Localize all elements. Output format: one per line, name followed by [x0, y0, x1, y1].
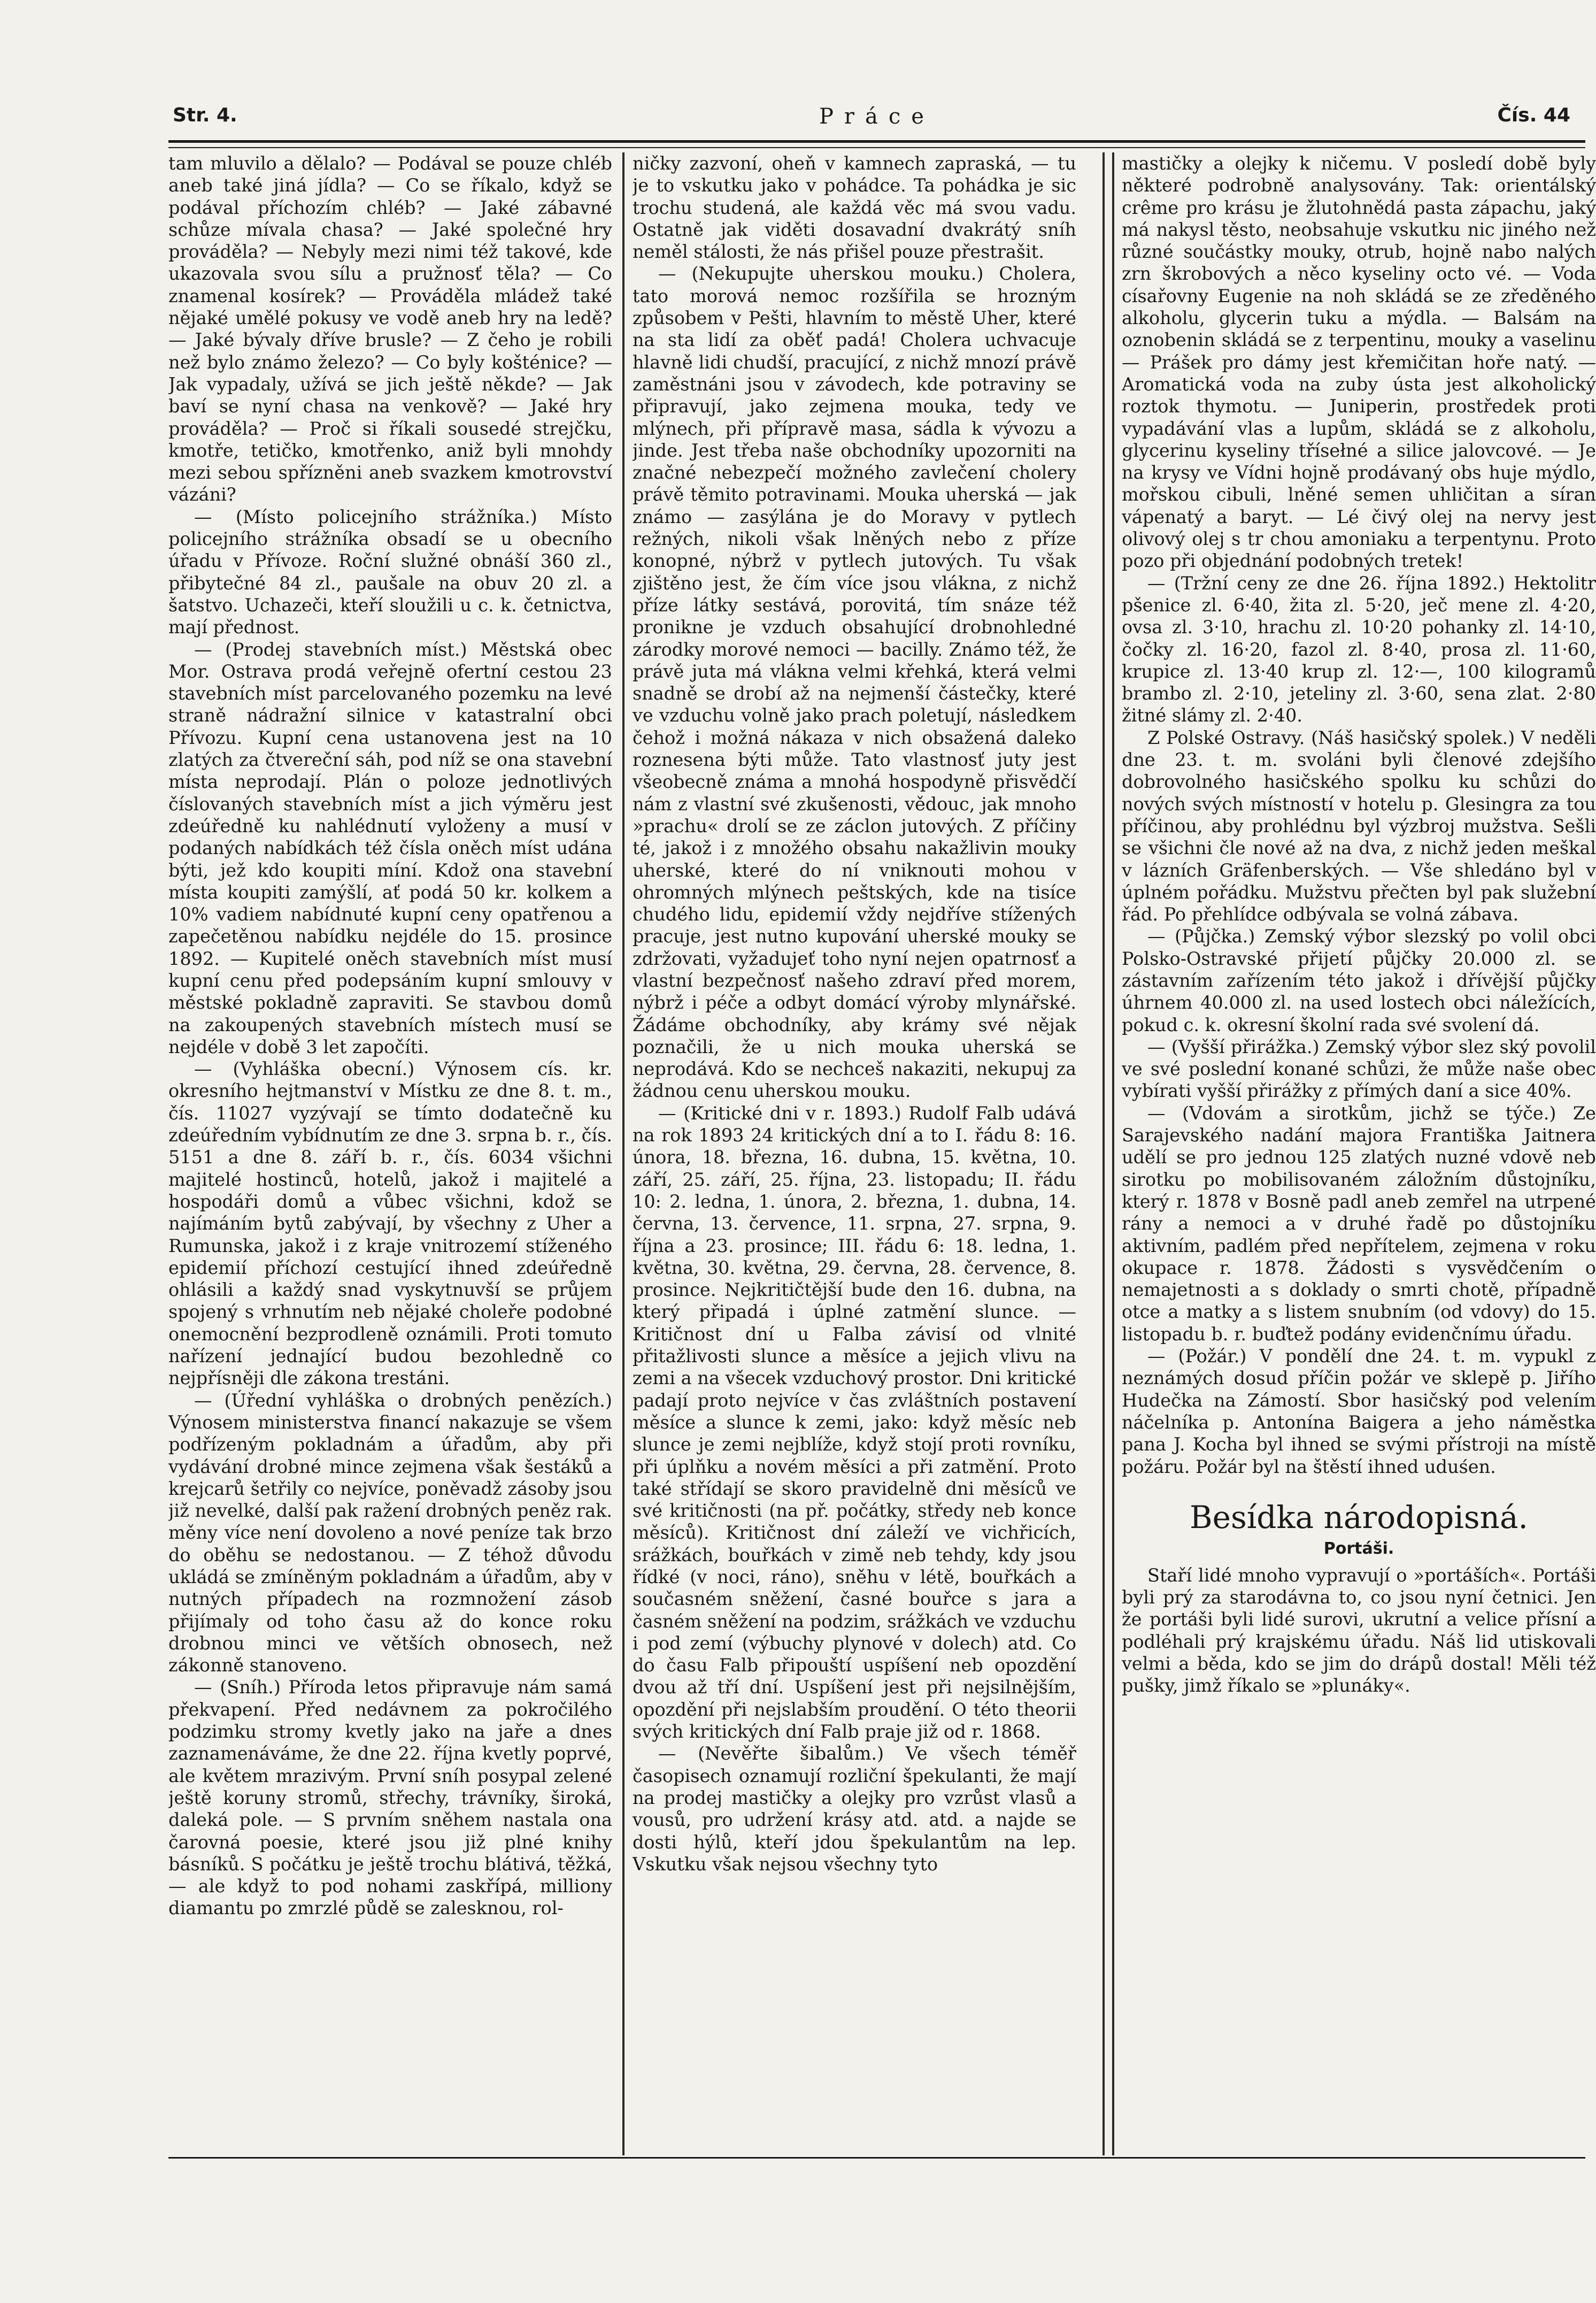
column-divider: [1102, 152, 1105, 2155]
article-paragraph: — (Úřední vyhláška o drobných penězích.) Výnosem ministerstva financí nakazuje se všem podřízeným pokladnám a úřadům, aby při vydávání drobné mince zejmena však šestáků a krejcarů šetřily co nejvíce, poněvadž zásoby jsou již nevelké, další pak ražení drobných peněz rak. měny více není dovoleno a nové peníze tak brzo do oběhu se nedostanou. — Z téhož důvodu ukládá se zmíněným pokladnám a úřadům, aby v nutných případech na rozmnožení zásob přijímaly od toho času až do konce roku drobnou minci ve větších obnosech, než zákonně stanoveno.: [168, 1390, 612, 1676]
article-paragraph: — (Sníh.) Příroda letos připravuje nám samá překvapení. Před nedávnem za pokročilého podzimku stromy kvetly jako na jaře a dnes zaznamenáváme, že dne 22. října kvetly poprvé, ale květem mrazivým. První sníh posypal zelené ještě koruny stromů, střechy, trávníky, široká, daleká pole. — S prvním sněhem nastala ona čarovná poesie, které jsou již plné knihy básníků. S počátku je ještě trochu blátivá, těžká, — ale když to pod nohami zaskřípá, milliony diamantu po zmrzlé půdě se zalesknou, rol-: [168, 1677, 612, 1919]
article-paragraph: — (Požár.) V pondělí dne 24. t. m. vypukl z neznámých dosud příčin požár ve sklepě p. Jiřího Hudečka na Zámostí. Sbor hasičský pod velením náčelníka p. Antonína Baigera a jeho náměstka pana J. Kocha byl ihned se svými přístroji na místě požáru. Požár byl na štěstí ihned uduśen.: [1122, 1346, 1596, 1477]
issue-number: Čís. 44: [1497, 104, 1570, 126]
article-paragraph: — (Nekupujte uherskou mouku.) Cholera, tato morová nemoc rozšířila se hrozným způsobem v Pešti, hlavním to městě Uher, které na sta lidí za oběť padá! Cholera uchvacuje hlavně lidi chudší, pracující, z nichž mnozí právě zaměstnáni jsou v závodech, kde potraviny se připravují, jako zejmena mouka, tedy ve mlýnech, při přípravě masa, sádla k vývozu a jinde. Jest třeba naše obchodníky upozorniti na značné nebezpečí možného zavlečení cholery právě těmito potravinami. Mouka uherská — jak známo — zasýlána je do Moravy v pytlech režných, nikoli však lněných nebo z příze konopné, nýbrž v pytlech jutových. Tu však zjištěno jest, že čím více jsou vlákna, z nichž příze látky sestává, porovitá, tím snáze též pronikne je vzduch obsahující drobnohledné zárodky morové nemoci — bacilly. Známo též, že právě juta má vlákna velmi křehká, která velmi snadně se drobí až na nejmenší částečky, které ve vzduchu volně jako prach poletují, následkem čehož i možná nákaza v nich obsažená daleko roznesena býti může. Tato vlastnosť juty jest všeobecně známa a mnohá hospodyně přisvědčí nám z vlastní své zkušenosti, vědouc, jak mnoho »prachu« drolí se ze záclon jutových. Z příčiny té, jakož i z množého obsahu nakažlivin mouky uherské, které do ní vniknouti mohou v ohromných mlýnech peštských, kde na tisíce chudého lidu, epidemií vždy nejdříve stížených pracuje, jest nutno kupování uherské mouky se zdržovati, vyžadujeť toho nyní nejen opatrnosť a vlastní bezpečnosť našeho zdraví před morem, nýbrž i péče a odbyt domácí výroby mlynářské. Žádáme obchodníky, aby krámy své nějak poznačili, že u nich mouka uherská se neprodává. Kdo se nechceš nakaziti, nekupuj za žádnou cenu uherskou mouku.: [633, 263, 1076, 1102]
article-paragraph: ničky zazvoní, oheň v kamnech zapraská, — tu je to vskutku jako v pohádce. Ta pohádka je sic trochu studená, ale každá věc má svou vadu. Ostatně jak viděti dosavadní dvakrátý sníh neměl stálosti, že nás přišel pouze přestrašit.: [633, 153, 1076, 263]
article-paragraph: tam mluvilo a dělalo? — Podával se pouze chléb aneb také jiná jídla? — Co se říkalo, když se podával příchozím chléb? — Jaké zábavné schůze mívala chasa? — Jaké společné hry prováděla? — Nebyly mezi nimi též takové, kde ukazovala svou sílu a pružnosť těla? — Co znamenal kosírek? — Prováděla mládež také nějaké umělé pokusy ve vodě aneb hry na ledě? — Jaké bývaly dříve brusle? — Z čeho je robili než bylo známo železo? — Co byly košténice? — Jak vypadaly, užívá se jich ještě někde? — Jak baví se nyní chasa na venkově? — Jaké hry prováděla? — Proč si říkali sousedé strejčku, kmotře, tetičko, kmotřenko, aniž byli mnohdy mezi sebou spřízněni aneb svazkem kmotrovství vázáni?: [168, 153, 612, 505]
article-paragraph: mastičky a olejky k ničemu. V posledí době byly některé podrobně analysovány. Tak: orientálský crême pro krásu je žlutohnědá pasta zápachu, jaký má nakysl těsto, neobsahuje vskutku nic jiného než různé součástky mouky, otrub, hojně nabo nalých zrn škrobových a něco kyseliny octo vé. — Voda císařovny Eugenie na noh skládá se ze zředěného alkoholu, glycerin tuku a mýdla. — Balsám na oznobenin skládá se z terpentinu, mouky a vaselinu — Prášek pro dámy jest křemičitan hoře natý. — Aromatická voda na zuby ústa jest alkoholický roztok thymotu. — Juniperin, prostředek proti vypadávání vlas a lupům, skládá se z alkoholu, glycerinu kyseliny třísełné a silice jalovcové. — Je na krysy ve Vídni hojně prodávaný obs huje mýdlo, mořskou cibuli, lněné semen uhličitan a síran vápenatý a baryt. — Lé čivý olej na nervy jest olivový olej s tr chou amoniaku a terpentynu. Proto pozo při objednání podobných tretek!: [1122, 153, 1596, 572]
header-rule: [168, 140, 1585, 148]
column-3: [1122, 152, 1596, 2155]
article-paragraph: Z Polské Ostravy. (Náš hasičský spolek.) V neděli dne 23. t. m. svoláni byli členové zdejšího dobrovolného hasičského spolku ku schůzi do nových svých místností v hotelu p. Glesingra za tou příčinou, aby prohlédnu byl výzbroj mužstva. Sešli se všichni čle nové až na dva, z nichž jeden meškal v lázních Gräfenberských. — Vše shledáno byl v úplném pořádku. Mužstvu přečten byl pak služební řád. Po přehlídce odbývala se volná zábava.: [1122, 727, 1596, 925]
article-paragraph: — (Tržní ceny ze dne 26. října 1892.) Hektolitr pšenice zl. 6·40, žita zl. 5·20, ječ mene zl. 4·20, ovsa zl. 3·10, hrachu zl. 10·20 pohanky zl. 14·10, čočky zl. 16·20, fazol zl. 8·40, prosa zl. 11·60, krupice zl. 13·40 krup zl. 12·—, 100 kilogramů brambo zl. 2·10, jeteliny zl. 3·60, sena zlat. 2·80 žitné slámy zl. 2·40.: [1122, 572, 1596, 726]
newspaper-title: Práce: [819, 104, 935, 129]
column-2: [633, 152, 1076, 2155]
section-subheading: Portáši.: [1323, 1539, 1394, 1558]
article-paragraph: — (Vyšší přirážka.) Zemský výbor slez ský povolil ve své poslední konané schůzi, že může naše obec vybírati vyšší přirážky z přímých daní a sice 40%.: [1122, 1036, 1596, 1102]
article-paragraph: — (Vdovám a sirotkům, jichž se týče.) Ze Sarajevského nadání majora Františka Jaitnera udělí se pro jednou 125 zlatých nuzné vdově neb sirotku po mobilisovaném záložním důstojníku, který r. 1878 v Bosně padl aneb zemřel na utrpené rány a nemoci a v druhé řadě po důstojníku aktivním, padlém před nepřítelem, zejmena v roku okupace r. 1878. Žádosti s vysvědčením o nemajetnosti a s doklady o smrti chotě, případně otce a matky a s listem snubním (od vdovy) do 15. listopadu b. r. buďtež podány evidenčnímu úřadu.: [1122, 1102, 1596, 1345]
section-heading: Besídka národopisná.: [1190, 1499, 1528, 1536]
article-paragraph: — (Prodej stavebních míst.) Městská obec Mor. Ostrava prodá veřejně ofertní cestou 23 stavebních míst parcelovaného pozemku na levé straně nádražní silnice v katastralní obci Přívozu. Kupní cena ustanovena jest na 10 zlatých za čtvereční sáh, pod níž se ona stavební místa neprodají. Plán o poloze jednotlivých číslovaných stavebních míst a jich výměru jest zdeúředně ku nahlédnutí vyloženy a musí v podaných nabídkách též čísla oněch míst udána býti, jež kdo koupiti míní. Kdož ona stavební místa koupiti zamýšlí, ať podá 50 kr. kolkem a 10% vadiem nabídnuté kupní ceny opatřenou a zapečetěnou nabídku nejdéle do 15. prosince 1892. — Kupitelé oněch stavebních míst musí kupní cenu před podepsáním kupní smlouvy v městské pokladně zapraviti. Se stavbou domů na zakoupených stavebních místech musí se nejdéle v době 3 let započíti.: [168, 639, 612, 1057]
article-paragraph: — (Kritické dni v r. 1893.) Rudolf Falb udává na rok 1893 24 kritických dní a to I. řádu 8: 16. února, 18. března, 16. dubna, 15. května, 10. září, 25. září, 25. října, 23. listopadu; II. řádu 10: 2. ledna, 1. února, 2. března, 1. dubna, 14. června, 13. července, 11. srpna, 27. srpna, 9. října a 23. prosince; III. řádu 6: 18. ledna, 1. května, 30. května, 29. června, 28. července, 8. prosince. Nejkritičtější bude den 16. dubna, na který připadá i úplné zatmění slunce. — Kritičnost dní u Falba závisí od vlnité přitažlivosti slunce a měsíce a jejich vlivu na zemi a na všecek vzduchový prostor. Dni kritické padají proto nejvíce v čas zvláštních postavení měsíce a slunce k zemi, jako: když měsíc neb slunce je zemi nejblíže, když stojí proti rovníku, při úplňku a novém měsíci a při zatmění. Proto také střídají se skoro pravidelně dni měsíců ve své kritičnosti (na př. počátky, středy neb konce měsíců). Kritičnost dní záleží ve vichřicích, srážkách, bouřkách v zimě neb tehdy, kdy jsou řídké (v noci, ráno), sněhu v létě, bouřkách a současném sněžení, časné bouřce s jara a časném sněžení na podzim, srážkách ve vzduchu i pod zemí (výbuchy plynové v dolech) atd. Co do času Falb připouští uspíšení neb opozdění dvou až tří dní. Uspíšení jest při nejsilnějším, opozdění při nejslabším proudění. O této theorii svých kritických dní Falb praje již od r. 1868.: [633, 1102, 1076, 1742]
footer-rule: [168, 2157, 1585, 2159]
article-paragraph: Staří lidé mnoho vypravují o »portáších«. Portáši byli prý za starodávna to, co jsou nyní četnici. Jen že portáši byli lidé surovi, ukrutní a velice přísní a podléhali prý krajskému úřadu. Náš lid utiskovali velmi a běda, kdo se jim do drápů dostal! Měli též pušky, jimž říkalo se »plunáky«.: [1122, 1564, 1596, 1696]
article-paragraph: — (Místo policejního strážníka.) Místo policejního strážníka obsadí se u obecního úřadu v Přívoze. Roční služné obnáší 360 zl., přibytečné 84 zl., paušale na obuv 20 zl. a šatstvo. Uchazeči, kteří sloužili u c. k. četnictva, mají přednost.: [168, 506, 612, 638]
column-divider: [1112, 152, 1114, 2155]
page-number: Str. 4.: [173, 104, 237, 126]
article-paragraph: — (Půjčka.) Zemský výbor slezský po volil obci Polsko-Ostravské přijetí půjčky 20.000 zl. se zástavním zařízením této jakož i dřívější půjčky úhrnem 40.000 zl. na used lostech obci náležících, pokud c. k. okresní školní rada své svolení dá.: [1122, 926, 1596, 1035]
article-paragraph: — (Vyhláška obecní.) Výnosem cís. kr. okresního hejtmanství v Místku ze dne 8. t. m., čís. 11027 vyzývají se tímto dodatečně ku zdeúředním vybídnutím ze dne 3. srpna b. r., čís. 5151 a dne 8. září b. r., čís. 6034 všichni majitelé hostinců, hotelů, jakož i majitelé a hospodáři domů a vůbec všichni, kdož se najímáním bytů zabývají, by všechny z Uher a Rumunska, jakož i z kraje vnitrozemí stíženého epidemií příchozí cestující ihned zdeúředně ohlásili a každý snad vyskytnuvší se průjem spojený s vrhnutím neb nějaké choleře podobné onemocnění bezprodleně oznámili. Proti tomuto nařízení jednající budou bezohledně co nejpřísněji dle zákona trestáni.: [168, 1058, 612, 1389]
page-header: [168, 104, 1585, 136]
column-divider: [622, 152, 624, 2155]
column-1: [168, 152, 612, 2155]
article-paragraph: — (Nevěřte šibalům.) Ve všech téměř časopisech oznamují rozliční špekulanti, že mají na prodej mastičky a olejky pro vzrůst vlasů a vousů, pro udržení krásy atd. atd. a najde se dosti hýlů, kteří jdou špekulantům na lep. Vskutku však nejsou všechny tyto: [633, 1743, 1076, 1875]
